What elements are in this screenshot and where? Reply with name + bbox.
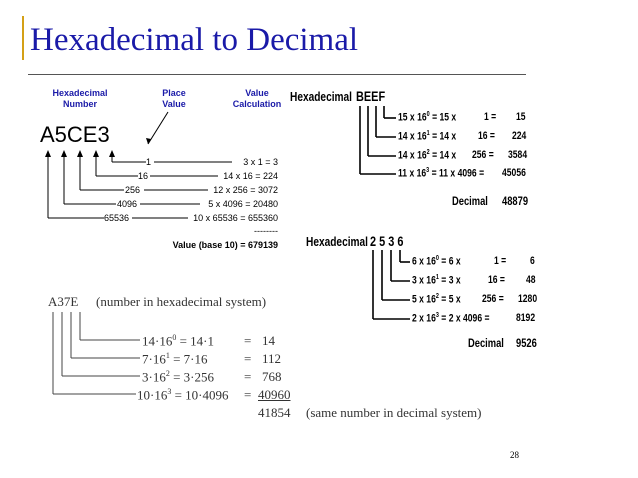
calc-separator: -------- [254, 226, 278, 236]
ex2536-label: Hexadecimal [306, 234, 369, 249]
ex2536-row-3-value: 1280 [518, 293, 538, 305]
beef-row-3-value: 3584 [508, 149, 528, 161]
ex2536-row-1-value: 6 [530, 255, 535, 267]
hex-number-a5ce3: A5CE3 [40, 122, 110, 147]
a37e-row-3-eq: = [244, 369, 252, 384]
place-value-4096: 4096 [117, 199, 138, 209]
a37e-total-note: (same number in decimal system) [306, 405, 482, 420]
ex2536-row-4: 2 x $16^3 = 2$ x 4096 = [412, 312, 490, 325]
ex2536-row-3-factor: 256 = [482, 293, 504, 305]
ex2536-decimal-label: Decimal [468, 336, 504, 350]
beef-row-3-factor: 256 = [472, 149, 494, 161]
page-number: 28 [510, 450, 519, 460]
a37e-row-4: $10\cdot 16^3 = 10\cdot 4096$ [137, 387, 229, 403]
place-value-256: 256 [125, 185, 141, 195]
ex2536-row-1: 6 x $16^0 = 6$ x [412, 255, 461, 268]
beef-row-2-factor: 16 = [478, 130, 495, 142]
beef-label: Hexadecimal [290, 89, 353, 104]
beef-hex: BEEF [356, 88, 386, 104]
place-value-1: 1 [146, 157, 152, 167]
ex2536-row-2-value: 48 [526, 274, 536, 286]
a37e-row-1-value: 14 [262, 333, 275, 348]
header-value-calc: Value Calculation [232, 88, 282, 109]
ex2536-row-4-value: 8192 [516, 312, 536, 324]
beef-row-1: 15 x $16^0 = 15$ x [398, 111, 457, 124]
calc-row-4: 5 x 4096 = 20480 [208, 199, 278, 209]
beef-row-4: 11 x $16^3 = 11$ x 4096 = [398, 167, 485, 180]
beef-decimal-label: Decimal [452, 194, 488, 208]
beef-row-2-value: 224 [512, 130, 527, 142]
ex2536-decimal-value: 9526 [516, 336, 537, 350]
beef-row-2: 14 x $16^1 = 14$ x [398, 130, 457, 143]
calc-row-3: 12 x 256 = 3072 [213, 185, 278, 195]
beef-row-3: 14 x $16^2 = 14$ x [398, 149, 457, 162]
a37e-row-4-value: 40960 [258, 387, 291, 402]
beef-row-1-factor: 1 = [484, 111, 497, 123]
a37e-row-3-value: 768 [262, 369, 282, 384]
beef-decimal-value: 48879 [502, 194, 529, 208]
calc-row-5: 10 x 65536 = 655360 [193, 213, 278, 223]
a37e-row-2-value: 112 [262, 351, 282, 366]
a37e-row-2-eq: = [244, 351, 252, 366]
ex2536-row-2-factor: 16 = [488, 274, 505, 286]
ex2536-row-1-factor: 1 = [494, 255, 507, 267]
place-value-16: 16 [138, 171, 149, 181]
calc-row-2: 14 x 16 = 224 [223, 171, 278, 181]
ex2536-row-3: 5 x $16^2 = 5$ x [412, 293, 461, 306]
a37e-total: 41854 [258, 405, 291, 420]
a37e-row-1: $14\cdot 16^0 = 14\cdot 1$ [142, 333, 215, 349]
header-hex-number: Hexadecimal Number [52, 88, 108, 109]
header-place-value: Place Value [162, 88, 186, 109]
place-value-65536: 65536 [104, 213, 130, 223]
calc-result: Value (base 10) = 679139 [172, 240, 278, 250]
a37e-row-1-eq: = [244, 333, 252, 348]
a37e-hex: A37E [48, 294, 79, 309]
a37e-row-3: $3\cdot 16^2 = 3\cdot 256$ [142, 369, 215, 385]
beef-row-4-value: 45056 [502, 167, 526, 179]
beef-row-1-value: 15 [516, 111, 526, 123]
a37e-note: (number in hexadecimal system) [96, 294, 267, 309]
ex2536-hex: 2 5 3 6 [370, 233, 404, 249]
a37e-row-4-eq: = [244, 387, 252, 402]
a37e-row-2: $7\cdot 16^1 = 7\cdot 16$ [142, 351, 208, 367]
calc-row-1: 3 x 1 = 3 [243, 157, 278, 167]
slide-title: Hexadecimal to Decimal [30, 22, 359, 58]
ex2536-row-2: 3 x $16^1 = 3$ x [412, 274, 461, 287]
